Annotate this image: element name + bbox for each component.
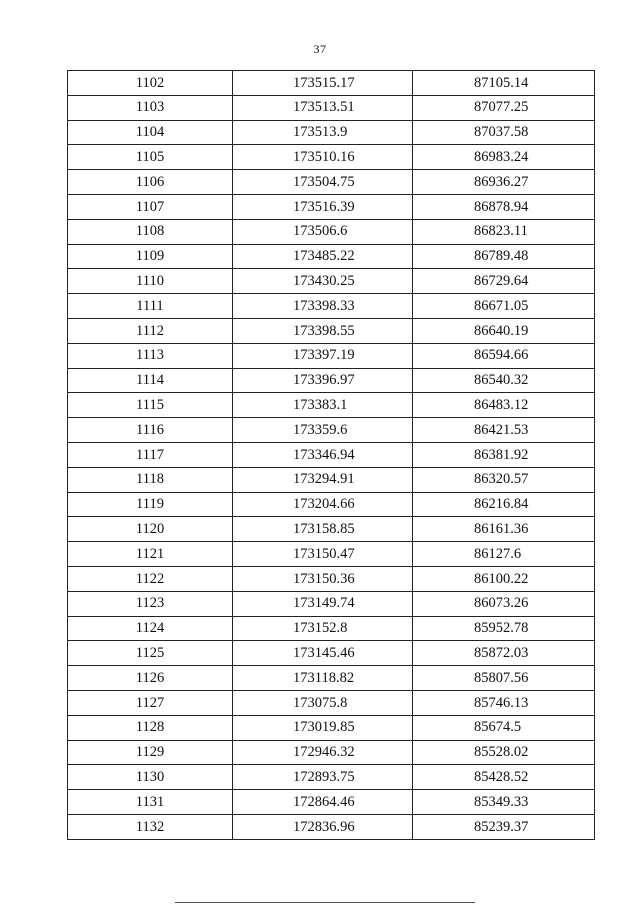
y-coordinate-cell: 86823.11 [413, 219, 595, 244]
point-id-cell: 1123 [68, 591, 233, 616]
y-coordinate-cell: 87037.58 [413, 120, 595, 145]
y-coordinate-cell: 85528.02 [413, 740, 595, 765]
y-coordinate-cell: 86878.94 [413, 194, 595, 219]
y-coordinate-cell: 86594.66 [413, 343, 595, 368]
table-row [68, 765, 595, 790]
y-coordinate-cell: 85746.13 [413, 690, 595, 715]
point-id-cell: 1103 [68, 95, 233, 120]
point-id-cell: 1116 [68, 418, 233, 443]
point-id-cell: 1114 [68, 368, 233, 393]
table-row [68, 194, 595, 219]
x-coordinate-cell: 172893.75 [233, 765, 413, 790]
table-row [68, 566, 595, 591]
table-row [68, 170, 595, 195]
table-row [68, 294, 595, 319]
table-row [68, 418, 595, 443]
point-id-cell: 1129 [68, 740, 233, 765]
point-id-cell: 1126 [68, 666, 233, 691]
x-coordinate-cell: 173398.33 [233, 294, 413, 319]
table-row [68, 591, 595, 616]
x-coordinate-cell: 173516.39 [233, 194, 413, 219]
point-id-cell: 1120 [68, 517, 233, 542]
table-row [68, 318, 595, 343]
y-coordinate-cell: 86381.92 [413, 442, 595, 467]
table-row [68, 641, 595, 666]
point-id-cell: 1125 [68, 641, 233, 666]
y-coordinate-cell: 86100.22 [413, 566, 595, 591]
x-coordinate-cell: 173149.74 [233, 591, 413, 616]
table-row [68, 269, 595, 294]
x-coordinate-cell: 172946.32 [233, 740, 413, 765]
point-id-cell: 1111 [68, 294, 233, 319]
x-coordinate-cell: 173346.94 [233, 442, 413, 467]
point-id-cell: 1108 [68, 219, 233, 244]
table-row [68, 368, 595, 393]
table-row [68, 616, 595, 641]
y-coordinate-cell: 87077.25 [413, 95, 595, 120]
point-id-cell: 1131 [68, 790, 233, 815]
y-coordinate-cell: 86729.64 [413, 269, 595, 294]
table-row [68, 393, 595, 418]
point-id-cell: 1110 [68, 269, 233, 294]
y-coordinate-cell: 86671.05 [413, 294, 595, 319]
y-coordinate-cell: 85428.52 [413, 765, 595, 790]
x-coordinate-cell: 173145.46 [233, 641, 413, 666]
table-row [68, 814, 595, 839]
table-row [68, 690, 595, 715]
y-coordinate-cell: 85239.37 [413, 814, 595, 839]
y-coordinate-cell: 85872.03 [413, 641, 595, 666]
table-row [68, 219, 595, 244]
x-coordinate-cell: 172864.46 [233, 790, 413, 815]
x-coordinate-cell: 173430.25 [233, 269, 413, 294]
x-coordinate-cell: 173019.85 [233, 715, 413, 740]
table-row [68, 95, 595, 120]
x-coordinate-cell: 173396.97 [233, 368, 413, 393]
y-coordinate-cell: 86540.32 [413, 368, 595, 393]
y-coordinate-cell: 86640.19 [413, 318, 595, 343]
x-coordinate-cell: 173158.85 [233, 517, 413, 542]
table-row [68, 542, 595, 567]
x-coordinate-cell: 173485.22 [233, 244, 413, 269]
table-row [68, 715, 595, 740]
x-coordinate-cell: 173150.47 [233, 542, 413, 567]
x-coordinate-cell: 173383.1 [233, 393, 413, 418]
coordinate-table-body [68, 71, 595, 840]
table-row [68, 492, 595, 517]
y-coordinate-cell: 85952.78 [413, 616, 595, 641]
y-coordinate-cell: 86216.84 [413, 492, 595, 517]
point-id-cell: 1113 [68, 343, 233, 368]
point-id-cell: 1118 [68, 467, 233, 492]
y-coordinate-cell: 86073.26 [413, 591, 595, 616]
point-id-cell: 1106 [68, 170, 233, 195]
point-id-cell: 1115 [68, 393, 233, 418]
x-coordinate-cell: 173118.82 [233, 666, 413, 691]
y-coordinate-cell: 86421.53 [413, 418, 595, 443]
x-coordinate-cell: 173204.66 [233, 492, 413, 517]
table-row [68, 71, 595, 96]
y-coordinate-cell: 85807.56 [413, 666, 595, 691]
y-coordinate-cell: 85349.33 [413, 790, 595, 815]
x-coordinate-cell: 173510.16 [233, 145, 413, 170]
point-id-cell: 1105 [68, 145, 233, 170]
y-coordinate-cell: 86936.27 [413, 170, 595, 195]
point-id-cell: 1128 [68, 715, 233, 740]
x-coordinate-cell: 172836.96 [233, 814, 413, 839]
x-coordinate-cell: 173513.51 [233, 95, 413, 120]
x-coordinate-cell: 173504.75 [233, 170, 413, 195]
x-coordinate-cell: 173397.19 [233, 343, 413, 368]
y-coordinate-cell: 86127.6 [413, 542, 595, 567]
y-coordinate-cell: 86983.24 [413, 145, 595, 170]
y-coordinate-cell: 86789.48 [413, 244, 595, 269]
point-id-cell: 1104 [68, 120, 233, 145]
point-id-cell: 1132 [68, 814, 233, 839]
x-coordinate-cell: 173075.8 [233, 690, 413, 715]
point-id-cell: 1102 [68, 71, 233, 96]
table-row [68, 442, 595, 467]
y-coordinate-cell: 85674.5 [413, 715, 595, 740]
point-id-cell: 1107 [68, 194, 233, 219]
table-row [68, 244, 595, 269]
point-id-cell: 1127 [68, 690, 233, 715]
table-row [68, 343, 595, 368]
x-coordinate-cell: 173152.8 [233, 616, 413, 641]
table-row [68, 120, 595, 145]
page-number: 37 [313, 42, 327, 56]
y-coordinate-cell: 86320.57 [413, 467, 595, 492]
x-coordinate-cell: 173513.9 [233, 120, 413, 145]
x-coordinate-cell: 173359.6 [233, 418, 413, 443]
y-coordinate-cell: 87105.14 [413, 71, 595, 96]
point-id-cell: 1112 [68, 318, 233, 343]
x-coordinate-cell: 173150.36 [233, 566, 413, 591]
table-row [68, 517, 595, 542]
x-coordinate-cell: 173515.17 [233, 71, 413, 96]
x-coordinate-cell: 173506.6 [233, 219, 413, 244]
point-id-cell: 1122 [68, 566, 233, 591]
x-coordinate-cell: 173294.91 [233, 467, 413, 492]
y-coordinate-cell: 86161.36 [413, 517, 595, 542]
x-coordinate-cell: 173398.55 [233, 318, 413, 343]
point-id-cell: 1121 [68, 542, 233, 567]
table-row [68, 145, 595, 170]
table-row [68, 740, 595, 765]
point-id-cell: 1119 [68, 492, 233, 517]
point-id-cell: 1109 [68, 244, 233, 269]
point-id-cell: 1117 [68, 442, 233, 467]
point-id-cell: 1124 [68, 616, 233, 641]
table-row [68, 790, 595, 815]
coordinate-table [67, 70, 595, 840]
table-row [68, 666, 595, 691]
page-bottom-rule [175, 902, 475, 903]
y-coordinate-cell: 86483.12 [413, 393, 595, 418]
table-row [68, 467, 595, 492]
point-id-cell: 1130 [68, 765, 233, 790]
